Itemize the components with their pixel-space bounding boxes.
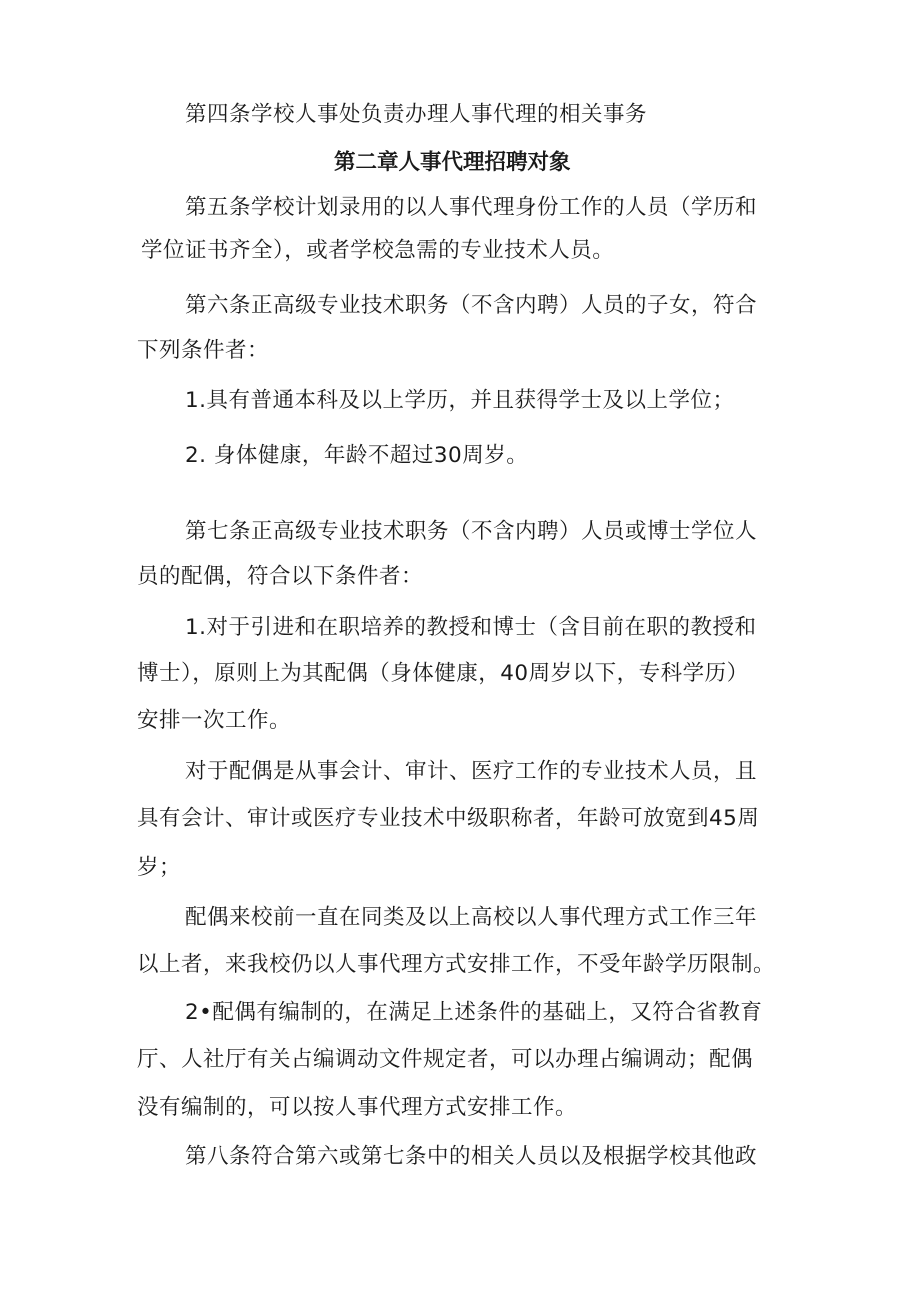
- article-6-line-2: 下列条件者：: [137, 338, 270, 363]
- article-7-line-2: 员的配偶，符合以下条件者：: [137, 564, 424, 589]
- article-8-line-1: 第八条符合第六或第七条中的相关人员以及根据学校其他政: [185, 1144, 758, 1169]
- article-7-line-1: 第七条正高级专业技术职务（不含内聘）人员或博士学位人: [185, 519, 758, 544]
- article-7-item-2-line-3: 没有编制的，可以按人事代理方式安排工作。: [137, 1095, 578, 1120]
- article-7-para-2-line-1: 对于配偶是从事会计、审计、医疗工作的专业技术人员，且: [185, 759, 758, 784]
- article-7-item-1-line-1: 1.对于引进和在职培养的教授和博士（含目前在职的教授和: [185, 615, 757, 640]
- article-7-item-1-line-3: 安排一次工作。: [137, 708, 292, 733]
- article-6-line-1: 第六条正高级专业技术职务（不含内聘）人员的子女，符合: [185, 293, 758, 318]
- article-7-para-3-line-1: 配偶来校前一直在同类及以上高校以人事代理方式工作三年: [185, 905, 758, 930]
- article-4-line-1: 第四条学校人事处负责办理人事代理的相关事务: [185, 102, 648, 127]
- article-6-item-2: 2. 身体健康，年龄不超过30周岁。: [185, 443, 529, 468]
- article-7-item-1-line-2: 博士），原则上为其配偶（身体健康，40周岁以下，专科学历）: [137, 661, 749, 686]
- article-7-item-2-line-2: 厅、人社厅有关占编调动文件规定者，可以办理占编调动；配偶: [137, 1047, 754, 1072]
- article-7-item-2-line-1: 2•配偶有编制的，在满足上述条件的基础上，又符合省教育: [185, 1000, 763, 1025]
- article-5-line-2: 学位证书齐全），或者学校急需的专业技术人员。: [141, 238, 615, 263]
- chapter-2-title: 第二章人事代理招聘对象: [334, 150, 571, 175]
- article-7-para-3-line-2: 以上者，来我校仍以人事代理方式安排工作，不受年龄学历限制。: [137, 952, 776, 977]
- article-5-line-1: 第五条学校计划录用的以人事代理身份工作的人员（学历和: [185, 195, 758, 220]
- article-6-item-1: 1.具有普通本科及以上学历，并且获得学士及以上学位；: [185, 388, 735, 413]
- article-7-para-2-line-3: 岁；: [137, 855, 182, 880]
- article-7-para-2-line-2: 具有会计、审计或医疗专业技术中级职称者，年龄可放宽到45周: [137, 806, 760, 831]
